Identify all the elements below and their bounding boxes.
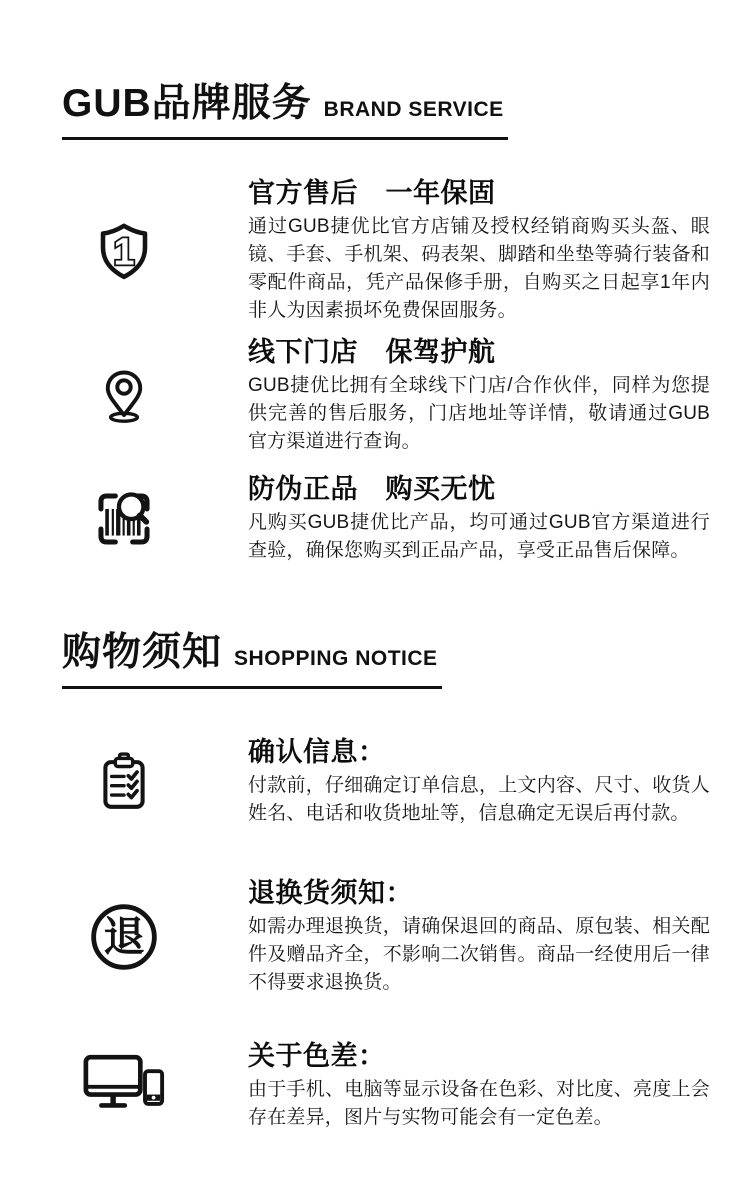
section-title-en: BRAND SERVICE: [323, 98, 504, 121]
section-title-en: SHOPPING NOTICE: [234, 647, 438, 670]
item-heading: 防伪正品 购买无忧: [248, 474, 496, 504]
brand-service-items: [0, 176, 750, 565]
warranty-shield-icon: [0, 212, 248, 290]
brand-service-section-header: [62, 72, 750, 140]
item-body: GUB捷优比拥有全球线下门店/合作伙伴，同样为您提供完善的售后服务，门店地址等详情，敬请通过GUB官方渠道进行查询。: [248, 375, 710, 452]
item-text-block: [248, 176, 750, 325]
item-heading: 关于色差：: [248, 1041, 386, 1071]
shopping-notice-section-header: [62, 621, 750, 689]
return-goods-icon: [0, 900, 248, 974]
anti-counterfeit-scan-icon: [0, 480, 248, 558]
list-item-offline-store: [0, 335, 750, 456]
return-char-label: 退: [103, 912, 145, 960]
list-item-return-policy: [0, 876, 750, 997]
shield-number-label: 1: [113, 230, 135, 273]
item-heading: 线下门店 保驾护航: [248, 337, 496, 367]
shopping-notice-items: [0, 735, 750, 1132]
item-body: 通过GUB捷优比官方店铺及授权经销商购买头盔、眼镜、手套、手机架、码表架、脚踏和坐垫等骑行装备和零配件商品，凭产品保修手册，自购买之日起享1年内非人为因素损坏免费保固服务。: [248, 216, 710, 321]
list-item-color-difference: [0, 1039, 750, 1132]
item-text-block: [248, 876, 750, 997]
item-text-block: [248, 335, 750, 456]
store-location-icon: [0, 356, 248, 436]
item-heading: 确认信息：: [248, 737, 386, 767]
item-text-block: [248, 1039, 750, 1132]
item-text-block: [248, 735, 750, 828]
item-body: 由于手机、电脑等显示设备在色彩、对比度、亮度上会存在差异，图片与实物可能会有一定色差。: [248, 1079, 710, 1128]
item-body: 凡购买GUB捷优比产品，均可通过GUB官方渠道进行查验，确保您购买到正品产品，享受正品售后保障。: [248, 512, 710, 561]
list-item-confirm-info: [0, 735, 750, 828]
item-heading: 退换货须知：: [248, 878, 413, 908]
item-text-block: [248, 472, 750, 565]
item-body: 如需办理退换货，请确保退回的商品、原包装、相关配件及赠品齐全，不影响二次销售。商品一经使用后一律不得要求退换货。: [248, 916, 710, 993]
section-title-cn: 购物须知: [62, 631, 223, 674]
section-title-underline: [62, 72, 508, 140]
item-body: 付款前，仔细确定订单信息，上文内容、尺寸、收货人姓名、电话和收货地址等，信息确定无误后再付款。: [248, 775, 710, 824]
list-item-official-warranty: [0, 176, 750, 325]
clipboard-checklist-icon: [0, 743, 248, 821]
item-heading: 官方售后 一年保固: [248, 178, 496, 208]
display-devices-icon: [0, 1051, 248, 1121]
section-title-underline: [62, 621, 442, 689]
section-title-cn: GUB品牌服务: [62, 82, 312, 125]
list-item-anti-counterfeit: [0, 472, 750, 565]
